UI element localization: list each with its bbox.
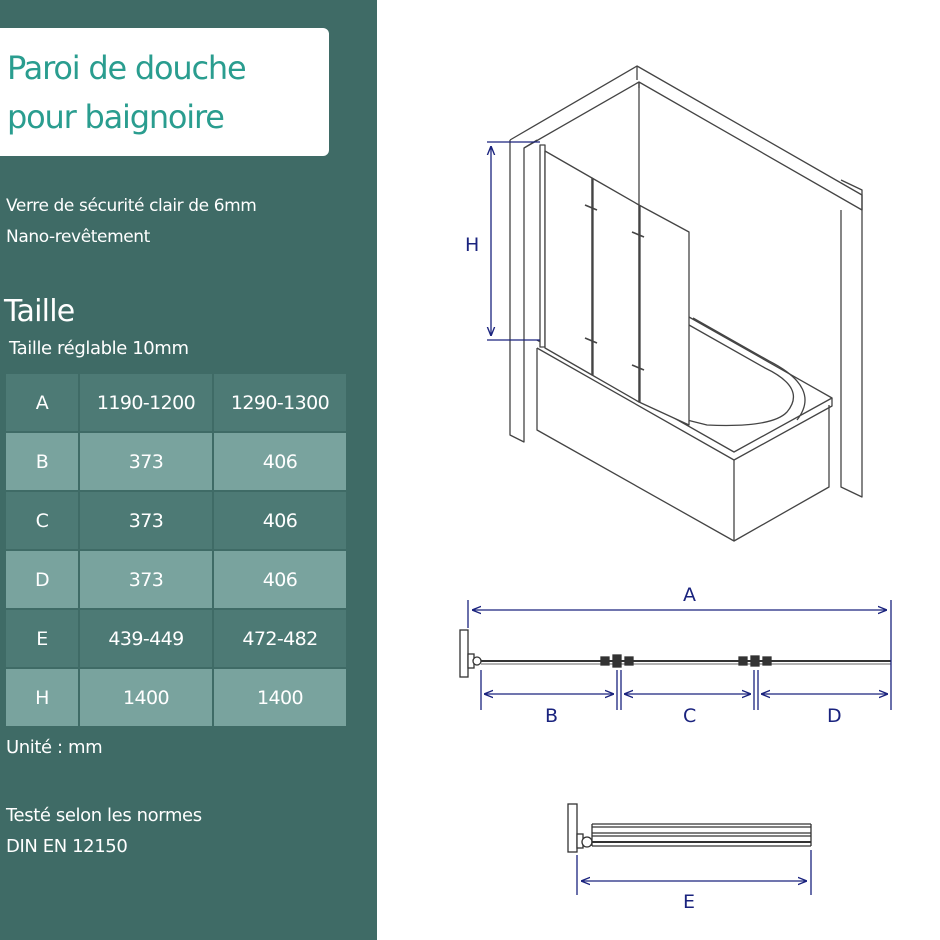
- size-subheading: Taille réglable 10mm: [9, 338, 189, 359]
- feature-coating: Nano-revêtement: [6, 227, 150, 247]
- table-row: [6, 610, 346, 667]
- size-heading: Taille: [4, 294, 75, 329]
- label-d: D: [827, 705, 842, 727]
- height-dimension: [487, 142, 540, 340]
- table-cell: 373: [80, 433, 212, 490]
- table-cell: 406: [214, 551, 346, 608]
- width-dimensions: [468, 600, 891, 710]
- table-row: [6, 433, 346, 490]
- right-wall: [841, 195, 862, 497]
- bath-basin: [687, 325, 793, 425]
- table-cell: 406: [214, 433, 346, 490]
- label-h: H: [465, 234, 480, 256]
- drawing-canvas: [377, 0, 940, 940]
- dimension-letter: C: [6, 492, 78, 549]
- label-e: E: [683, 891, 696, 913]
- dimension-letter: B: [6, 433, 78, 490]
- feature-glass: Verre de sécurité clair de 6mm: [6, 196, 257, 216]
- table-row: [6, 669, 346, 726]
- norm-line-2: DIN EN 12150: [6, 836, 128, 857]
- table-row: [6, 551, 346, 608]
- label-a: A: [683, 584, 696, 606]
- table-cell: 1400: [214, 669, 346, 726]
- table-cell: 1400: [80, 669, 212, 726]
- top-view-open: [460, 630, 891, 677]
- isometric-view: [510, 66, 862, 541]
- screen-panel-3: [639, 205, 689, 425]
- table-cell: 472-482: [214, 610, 346, 667]
- table-cell: 1290-1300: [214, 374, 346, 431]
- dimension-letter: A: [6, 374, 78, 431]
- wall-profile-folded: [568, 804, 577, 852]
- table-cell: 373: [80, 492, 212, 549]
- technical-drawing: [377, 0, 940, 940]
- table-cell: 406: [214, 492, 346, 549]
- wall-profile: [460, 630, 468, 677]
- table-cell: 1190-1200: [80, 374, 212, 431]
- top-view-folded: [568, 804, 811, 852]
- title-line-1: Paroi de douche: [7, 49, 246, 87]
- product-title: [7, 44, 327, 142]
- dimension-letter: D: [6, 551, 78, 608]
- screen-hinge-profile: [540, 145, 545, 347]
- table-cell: 439-449: [80, 610, 212, 667]
- label-c: C: [683, 705, 697, 727]
- table-cell: 373: [80, 551, 212, 608]
- left-wall: [510, 140, 537, 442]
- size-table: [4, 372, 348, 728]
- table-row: [6, 374, 346, 431]
- dimension-letter: H: [6, 669, 78, 726]
- screen-panel-1: [545, 151, 592, 375]
- hinge-group-2: [739, 656, 771, 666]
- label-b: B: [545, 705, 559, 727]
- table-row: [6, 492, 346, 549]
- left-info-panel: [0, 0, 377, 940]
- norm-line-1: Testé selon les normes: [6, 805, 202, 826]
- title-line-2: pour baignoire: [7, 98, 224, 136]
- folded-dimension: [577, 850, 811, 895]
- dimension-letter: E: [6, 610, 78, 667]
- hinge-group-1: [601, 655, 633, 667]
- unit-label: Unité : mm: [6, 737, 103, 758]
- screen-panel-2: [592, 178, 639, 402]
